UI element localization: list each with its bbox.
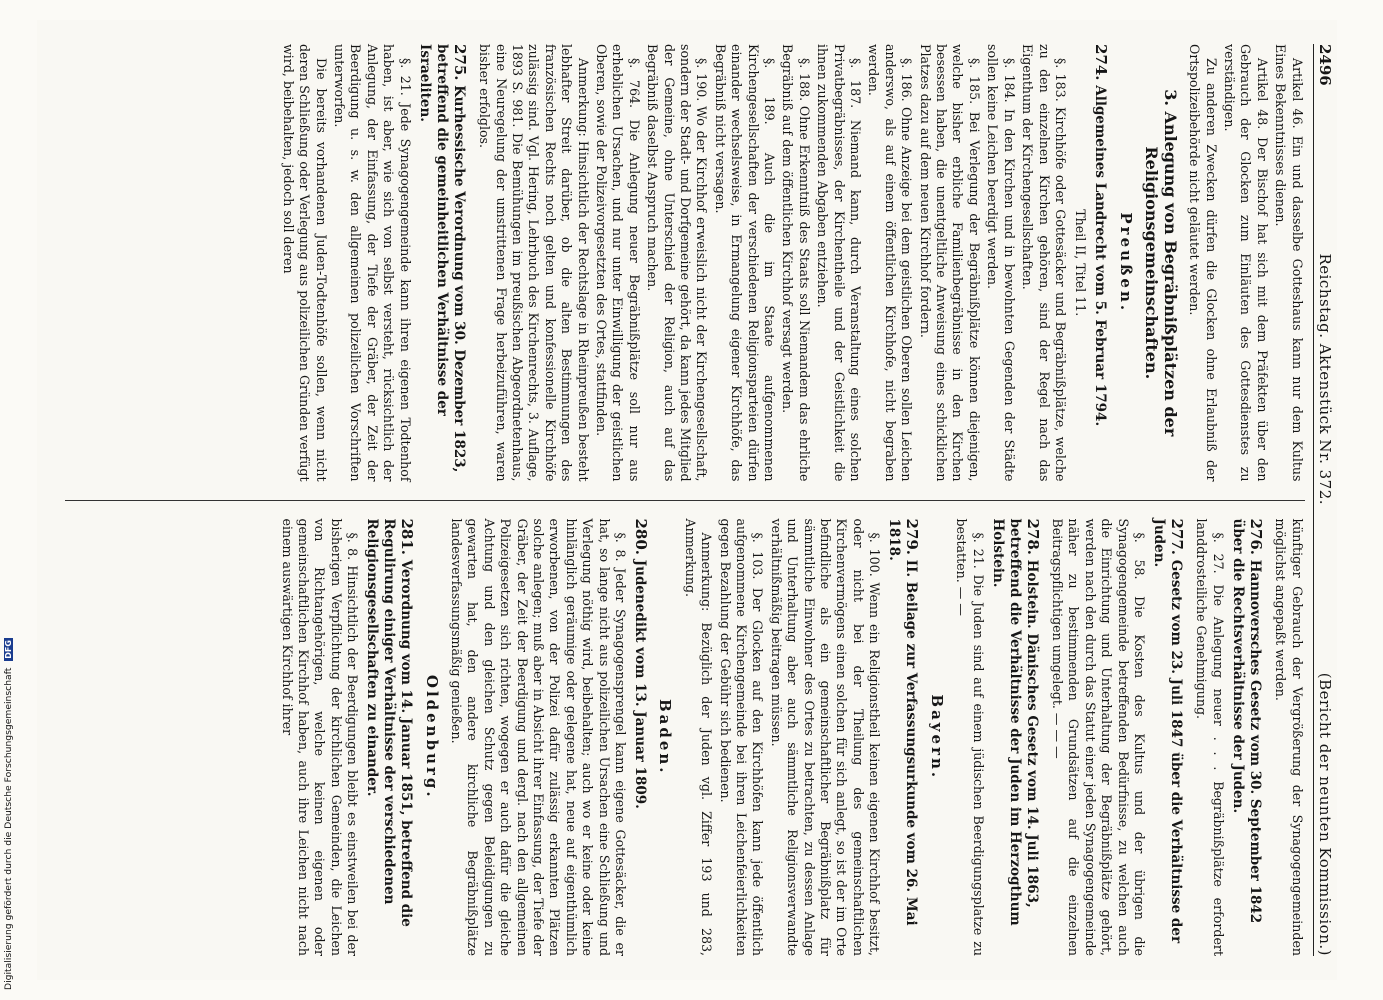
law-heading-278 [989,519,1041,957]
paragraph: §. 190. Wo der Kirchhof erweislich nicht der Kirchengesellschaft, sondern der Stadt- und Dorfgemeine gehört, da kann jedes Mitglied der Gemeine, ohne Unterschied der Religion, auch auf das Begräbniß daselbst Anspruch machen. [645,44,710,482]
law-number: 281. [398,518,417,556]
paragraph: §. 764. Die Anlegung neuer Begräbnißplätze soll nur aus erheblichen Ursachen, und nur unter Einwilligung der geistlichen Oberen, sowie der Polizeivorgesetzten des Ortes, stattfinden. [593,44,642,482]
law-number: 277. [1167,518,1186,556]
paragraph: §. 188. Ohne Erkenntniß des Staats soll Niemandem das ehrliche Begräbniß auf dem öffentlichen Kirchhof versagt werden. [780,44,812,482]
law-title: Hannoversches Gesetz vom 30. September 1842 über die Rechtsverhältnisse der Juden. [1229,518,1263,924]
law-subtitle: Theil II, Titel 11. [1073,209,1089,317]
law-heading-275 [416,44,468,482]
law-heading-274 [1091,44,1109,482]
paragraph: künftiger Gebrauch der Vergrößerung der Synagogengemeinden möglichst angepaßt werden. [1273,518,1305,957]
law-title: Verordnung vom 14. Januar 1851, betreffend die Regulirung einiger Verhältnisse der verschiedenen Religionsgesellschaften zu einander. [364,518,415,927]
law-heading-279 [885,519,920,957]
state-heading-bayern: Bayern. [927,694,946,781]
section-heading: 3. Anlegung von Begräbnißplätzen der Religionsgemeinschaften. [1141,89,1180,437]
column-divider [65,500,1305,501]
report-label: (Bericht der neunten Kommission.) [1316,672,1334,956]
paragraph: Artikel 48. Der Bischof hat sich mit dem Präfekten über den Gebrauch der Glocken zum Einläuten des Gottesdienstes zu verständigen. [1221,44,1270,482]
paragraph: §. 21. Die Juden sind auf einem jüdischen Beerdigungsplatze zu bestatten. — — [954,518,986,957]
document-page [37,20,1337,980]
state-heading-oldenburg: Oldenburg. [422,674,441,800]
paragraph: §. 103. Der Glocken auf den Kirchhöfen kann jede öffentlich aufgenommene Kirchengemeinde bei ihren Leichenfeierlichkeiten gegen Bezahlung der Gebühr sich bedienen. [717,518,766,957]
credit-text: Digitalisierung gefördert durch die Deutsche Forschungsgemeinschaft [3,667,14,990]
text-columns [65,44,1305,956]
law-title: Holstein. Dänisches Gesetz vom 14. Juli 1863, betreffend die Verhältnisse der Juden im Herzogthum Holstein. [989,518,1040,926]
law-number: 279. [903,518,922,556]
paragraph: §. 27. Die Anlegung neuer . . . Begräbnißplätze erfordert landdrosteiliche Genehmigung. [1194,518,1226,957]
left-column [65,44,1305,482]
law-title: Allgemeines Landrecht vom 5. Februar 1794. [1092,85,1109,427]
page-header [1313,44,1333,956]
law-title: II. Beilage zur Verfassungsurkunde vom 26. Mai 1818. [886,518,920,926]
paragraph: §. 100. Wenn ein Religionstheil keinen eigenen Kirchhof besitzt, oder nicht bei der Theilung des gemeinschaftlichen Kirchenvermögens einen solchen für sich anlegt, so ist der im Orte befindliche als ein gemeinschaftlicher Begräbnißplatz für sämmtliche Einwohner des Ortes zu betrachten, zu dessen Anlage und Unterhaltung aber auch sämmtliche Religionsverwandte verhältnißmäßig beitragen müssen. [768,518,883,957]
law-title: Kurhessische Verordnung vom 30. Dezember 1823, betreffend die gemeinheitlichen Verhältnisse der Israeliten. [416,44,467,473]
paragraph: Zu anderen Zwecken dürfen die Glocken ohne Erlaubniß der Ortspolizeibehörde nicht geläutet werden. [1187,44,1219,482]
paragraph: §. 184. In den Kirchen und in bewohnten Gegenden der Städte sollen keine Leichen beerdigt werden. [985,44,1017,482]
law-heading-277 [1150,519,1185,957]
paragraph: §. 8. Jeder Synagogensprengel kann eigene Gottesäcker, die er hat, so lange nicht aus polizeilichen Ursachen eine Schließung und Verlegung nöthig wird, beibehalten; auch wo er keine oder keine hinlänglich geräumige oder gelegene hat, neue auf eigenthümlich erworbenen, von der Polizei dafür zulässig erkannten Plätzen solche anlegen; muß aber in Absicht ihrer Einfassung, der Tiefe der Gräber, der Zeit der Beerdigung und dergl. nach den allgemeinen Polizeigesetzen sich richten, wogegen er auch dafür die gleiche Achtung und den gleichen Schutz gegen Beleidigungen zu gewarten hat, den andere kirchliche Begräbnißplätze landesverfassungsmäßig genießen. [448,518,629,957]
paragraph: §. 183. Kirchhöfe oder Gottesäcker und Begräbnißplätze, welche zu den einzelnen Kirchen gehören, sind der Regel nach das Eigenthum der Kirchengesellschaften. [1020,44,1068,482]
dfg-logo: DFG [4,640,13,659]
page-title: Reichstag. Aktenstück Nr. 372. [1316,253,1334,506]
annotation-paragraph: Anmerkung: Bezüglich der Juden vgl. Ziffer 193 und 283, Anmerkung. [682,518,715,957]
state-heading-baden: Baden. [656,698,675,776]
digitization-credit [3,550,17,990]
paragraph: §. 8. Hinsichtlich der Beerdigungen bleibt es einstweilen bei der bisherigen Verpflichtung der kirchlichen Gemeinden, die Leichen von Richtangehörigen, welche keinen eigenen oder gemeinschaftlichen Kirchhof haben, auch ihre Leichen nicht nach einem auswärtigen Kirchhof ihrer [279,518,361,957]
right-column [65,519,1305,957]
law-number: 280. [632,518,651,556]
law-number: 276. [1246,518,1265,556]
paragraph: §. 21. Jede Synagogengemeinde kann ihren eigenen Todtenhof haben, ist aber, wie sich von selbst versteht, rücksichtlich der Anlegung, der Einfassung, der Tiefe der Gräber, der Zeit der Beerdigung u. s. w. den allgemeinen polizeilichen Vorschriften unterworfen. [332,44,413,482]
law-number: 275. [450,44,469,81]
annotation-paragraph: Anmerkung: Hinsichtlich der Rechtslage in Rheinpreußen besteht lebhafter Streit darüber, ob die alten Bestimmungen des französischen Rechts noch gelten und konfessionelle Kirchhöfe zulässig sind. Vgl. Hering, Lehrbuch des Kirchenrechts, 3. Auflage, 1893 S. 981. Die Bemühungen im preußischen Abgeordnetenhaus, eine Neuregelung der umstrittenen Frage herbeizuführen, waren bisher erfolglos. [477,44,591,482]
paragraph: §. 186. Ohne Anzeige bei dem geistlichen Oberen sollen Leichen anderswo, als auf einem öffentlichen Kirchhofe, nicht begraben werden. [866,44,915,482]
law-heading-281 [363,519,415,957]
paragraph: §. 189. Auch die im Staate aufgenommenen Kirchengesellschaften der verschiedenen Religionsparteien dürfen einander wechselsweise, in Ermangelung eigener Kirchhöfe, das Begräbniß nicht versagen. [712,44,778,482]
law-heading-280 [631,519,649,957]
law-number: 274. [1092,44,1111,81]
page-number: 2496 [1316,44,1334,86]
law-title: Judenedikt vom 13. Januar 1809. [632,559,649,809]
credit-sidebar [0,0,18,1000]
paragraph: §. 187. Niemand kann, durch Veranstaltung eines solchen Privatbegräbnisses, der Kirchentheile und der Geistlichkeit die ihnen zukommenden Abgaben entziehen. [815,44,864,482]
paragraph: Die bereits vorhandenen Juden-Todtenhöfe sollen, wenn nicht deren Schließung oder Verlegung aus polizeilichen Gründen verfügt wird, beibehalten, jedoch soll deren [280,44,329,482]
paragraph: Artikel 46. Ein und dasselbe Gotteshaus kann nur dem Kultus Eines Bekenntnisses dienen. [1273,44,1305,482]
paragraph: §. 185. Bei Verlegung der Begräbnißplätze können diejenigen, welche bisher erbliche Familienbegräbnisse in den Kirchen besessen haben, die unentgeltliche Anweisung eines schicklichen Platzes dazu auf dem neuen Kirchhof fordern. [917,44,982,482]
state-heading-preussen: Preußen. [1116,212,1135,314]
law-title: Gesetz vom 23. Juli 1847 über die Verhältnisse der Juden. [1150,518,1184,944]
law-heading-276 [1229,519,1264,957]
law-number: 278. [1023,518,1042,556]
paragraph: §. 58. Die Kosten des Kultus und der übrigen die Synagogengemeinde betreffenden Bedürfnisse, zu welchen auch die Einrichtung und Unterhaltung der Begräbnißplätze gehört, werden nach den durch das Statut einer jeden Synagogengemeinde näher zu bestimmenden Grundsätzen auf die einzelnen Beitragspflichtigen umgelegt. — — — [1049,518,1147,957]
